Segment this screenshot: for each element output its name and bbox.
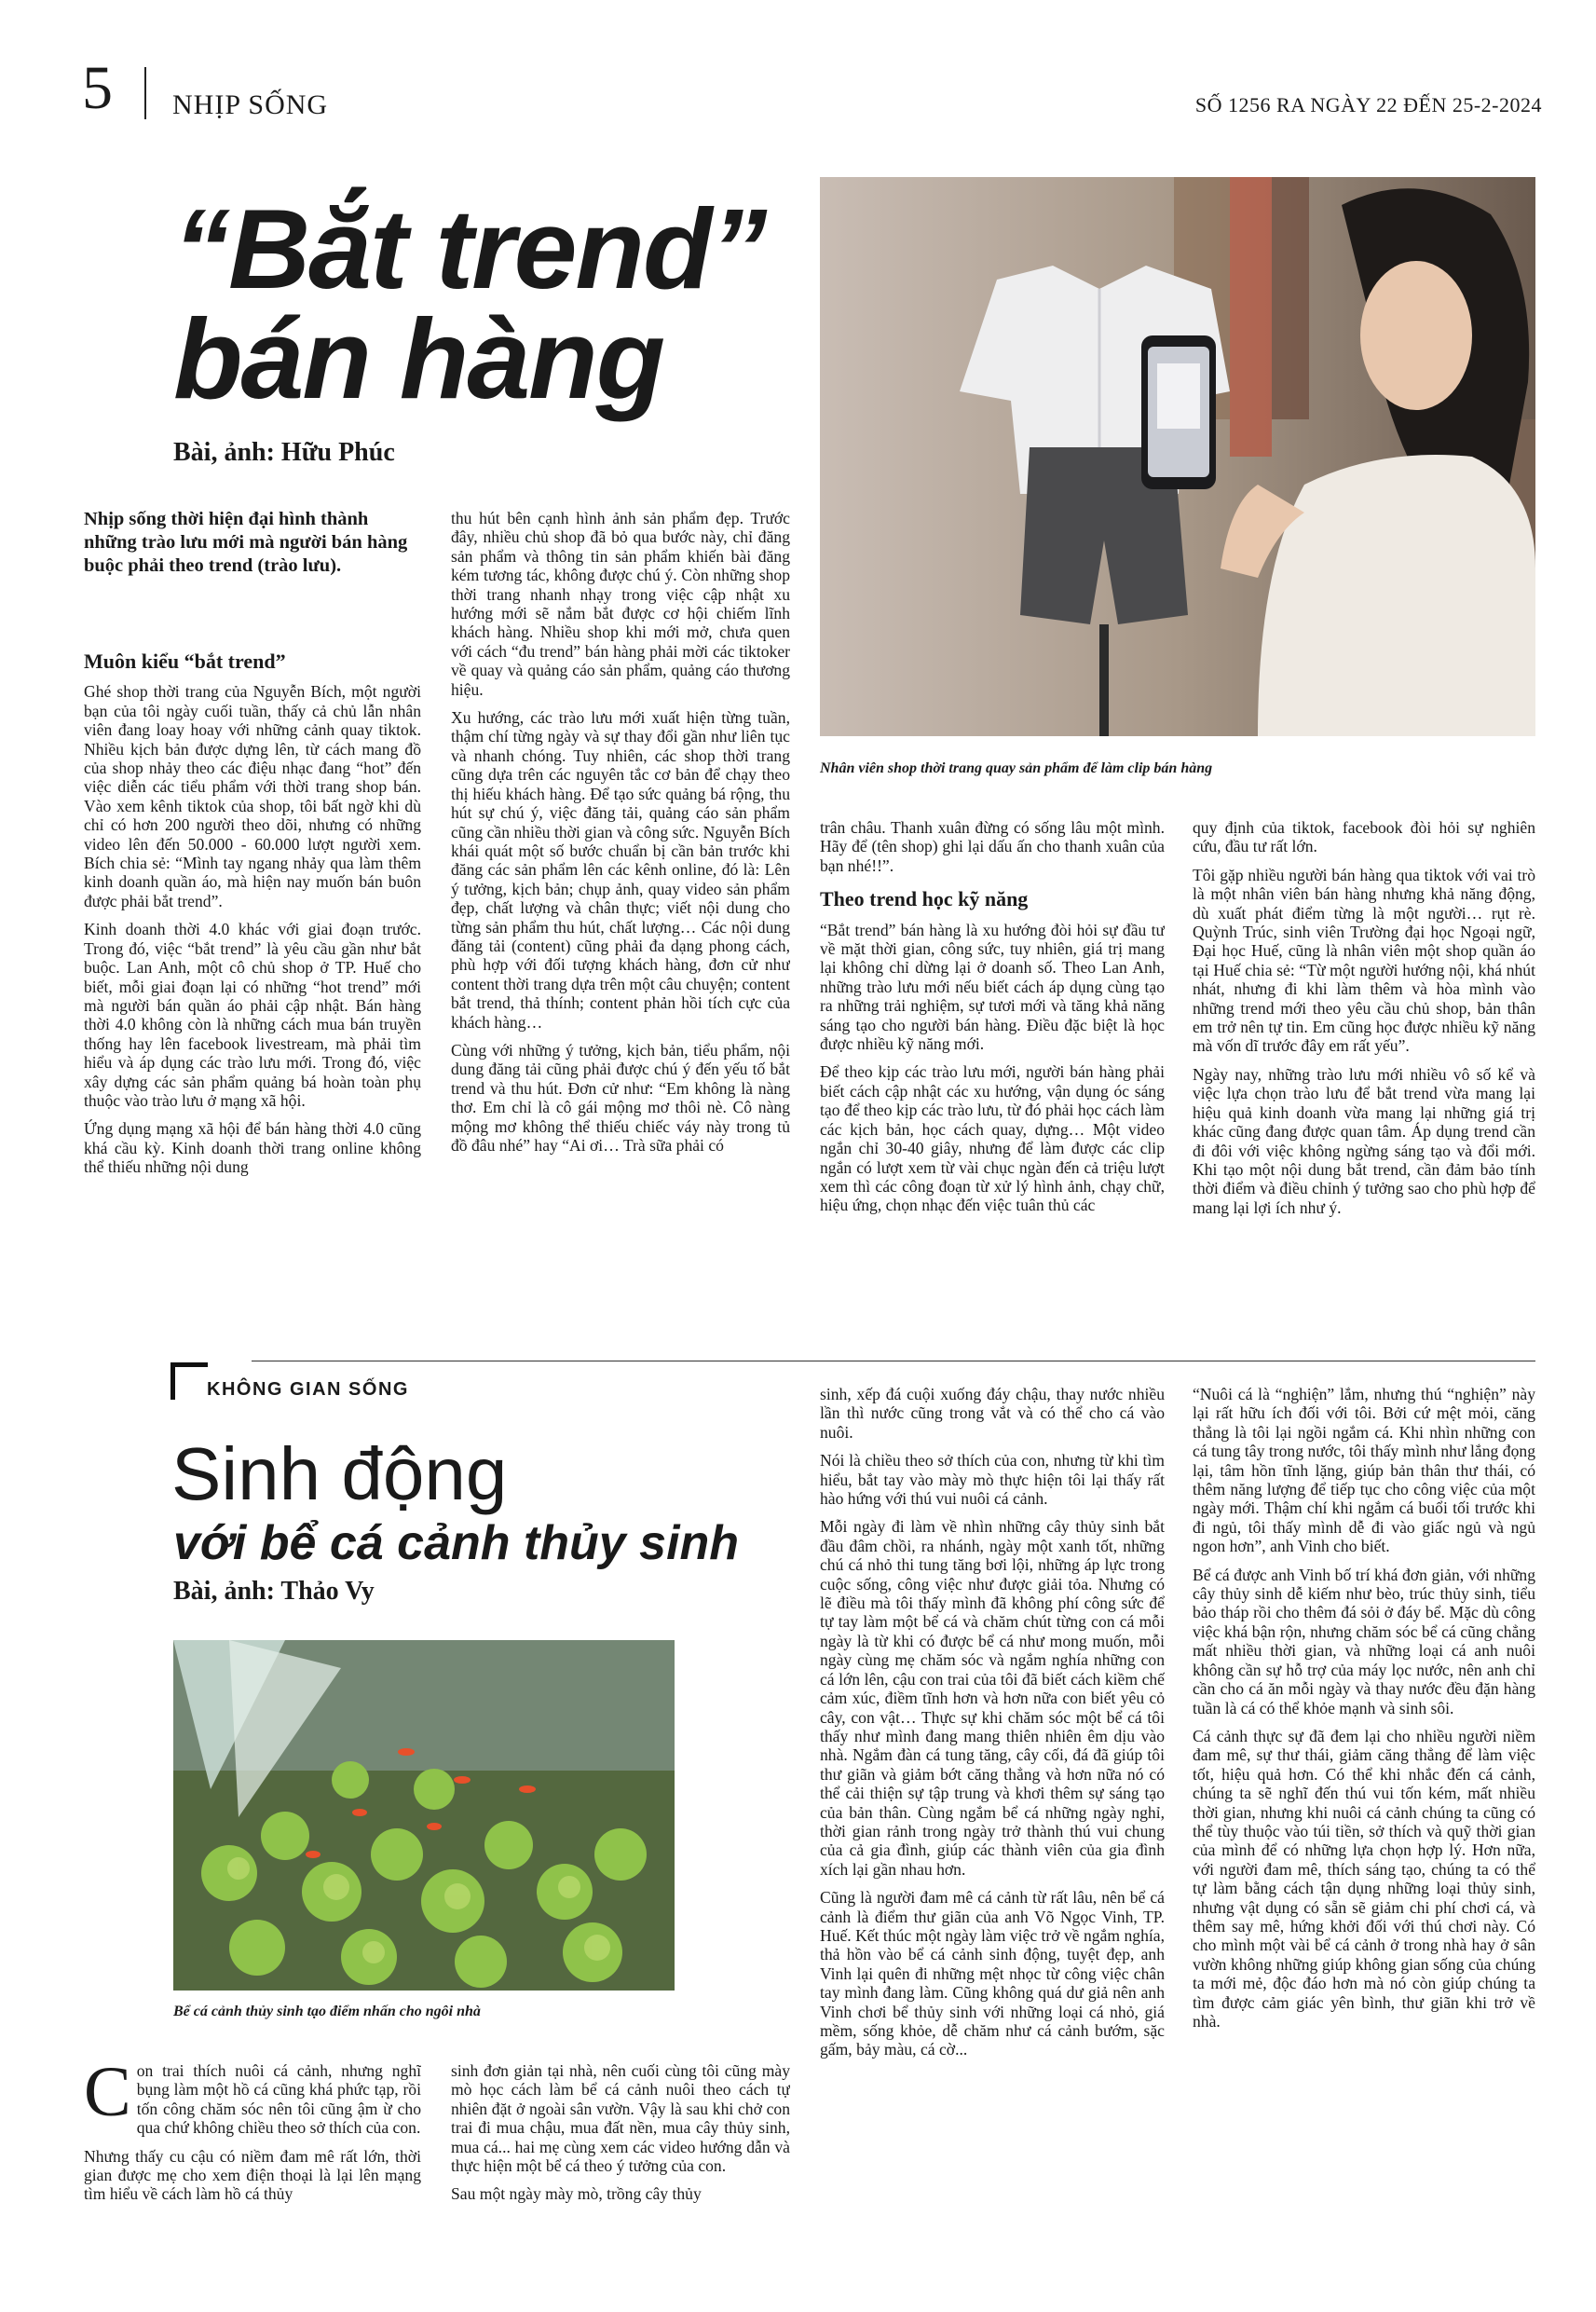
paragraph: Ghé shop thời trang của Nguyễn Bích, một người bạn của tôi ngày cuối tuần, thấy cả chủ lẫn nhân viên đang loay hoay với những cảnh quay tiktok. Nhiều kịch bản được dựng lên, từ cách mang đồ của shop nhảy theo các điệu nhạc đang “hot” đến việc diễn các tiểu phẩm với thời trang shop bán. Vào xem kênh tiktok của shop, tôi bất ngờ khi dù chỉ có hơn 200 người theo dõi, nhưng có những video lên đến 50.000 - 60.000 lượt người xem. Bích chia sẻ: “Mình tay ngang nhảy qua làm thêm kinh doanh quần áo, mà hiện nay muốn bán buôn được phải bắt trend”.	[84, 682, 421, 910]
article2-column4	[1193, 1385, 1535, 2293]
article1-subhead1: Muôn kiểu “bắt trend”	[84, 652, 286, 673]
paragraph: sinh, xếp đá cuội xuống đáy chậu, thay nước nhiều lần thì nước cũng trong vắt và có thể cho cá vào nuôi.	[820, 1385, 1165, 1442]
photo1-caption: Nhân viên shop thời trang quay sản phẩm để làm clip bán hàng	[820, 760, 1213, 776]
paragraph: Sau một ngày mày mò, trồng cây thủy	[451, 2184, 702, 2204]
paragraph: Để theo kịp các trào lưu mới, người bán hàng phải biết cách cập nhật các xu hướng, vận dụng óc sáng tạo để theo kịp các trào lưu, từ đó phải học cách làm các kịch bản, học cách quay, dựng… Một video ngắn chỉ 30-40 giây, nhưng để làm được các clip ngắn có lượt xem từ vài chục ngàn đến cả triệu lượt xem thì các công đoạn từ xử lý hình ảnh, chạy chữ, hiệu ứng, chọn nhạc đến việc tuân thủ các	[820, 1062, 1165, 1215]
paragraph: Nói là chiều theo sở thích của con, nhưng từ khi tìm hiểu, bắt tay vào mày mò thực hiện tôi lại thấy rất hào hứng với thú vui nuôi cá cảnh.	[820, 1451, 1165, 1509]
header-divider	[144, 67, 146, 119]
paragraph: quy định của tiktok, facebook đòi hỏi sự nghiên cứu, đầu tư rất lớn.	[1193, 818, 1535, 856]
paragraph: Kinh doanh thời 4.0 khác với giai đoạn trước. Trong đó, việc “bắt trend” là yêu cầu gần như bắt buộc. Lan Anh, một cô chủ shop ở TP. Huế cho biết, mỗi giai đoạn lại có những “hot trend” mới mà người bán quần áo phải cập nhật. Bán hàng thời 4.0 không còn là những cách mua bán truyền thống hay lên facebook livestream, mà phải tìm hiểu và áp dụng các trào lưu mới. Trong đó, việc xây dựng các sản phẩm quảng bá hoàn toàn phụ thuộc vào trào lưu ở mạng xã hội.	[84, 920, 421, 1110]
aquarium-photo	[173, 1640, 675, 1991]
paragraph: trân châu. Thanh xuân đừng có sống lâu một mình. Hãy để (tên shop) ghi lại dấu ấn cho thanh xuân của bạn nhé!!”.	[820, 818, 1165, 875]
article1-title-line2: bán hàng	[173, 295, 664, 422]
paragraph: “Nuôi cá là “nghiện” lắm, nhưng thú “nghiện” này lại rất hữu ích đối với tôi. Bởi cứ mệt mỏi, căng thẳng là tôi lại ngồi ngắm cá. Khi nhìn những con cá tung tây trong nước, tôi thấy mình như lắng đọng lại, tâm hồn tĩnh lặng, giúp bản thân thư thái, có thêm năng lượng để tiếp tục cho công việc của một ngày mới. Thậm chí khi ngắm cá buổi tối trước khi đi ngủ, tôi thấy mình dễ đi vào giấc ngủ và ngủ ngon hơn”, anh Vinh cho biết.	[1193, 1385, 1535, 1556]
paragraph: “Bắt trend” bán hàng là xu hướng đòi hỏi sự đầu tư về mặt thời gian, công sức, tuy nhiên, giá trị mang lại không chỉ dừng lại ở doanh số. Theo Lan Anh, những trào lưu mới nếu biết cách áp dụng cùng tạo ra những trải nghiệm, sự tươi mới và tăng khả năng sáng tạo cho người bán hàng. Điều đặc biệt là học được nhiều kỹ năng mới.	[820, 920, 1165, 1054]
paragraph: thu hút bên cạnh hình ảnh sản phẩm đẹp. Trước đây, nhiều chủ shop đã bỏ qua bước này, chỉ đăng sản phẩm và thông tin sản phẩm khiến bài đăng kém tương tác, không được chú ý. Còn những shop thời trang nhanh nhạy trong việc cập nhật xu hướng mới sẽ nắm bắt được cơ hội chiếm lĩnh khách hàng. Nhiều shop khi mới mở, chưa quen với cách “đu trend” bán hàng phải mời các tiktoker về quay và quảng cáo sản phẩm, quảng cáo thương hiệu.	[451, 509, 790, 699]
article2-section-label: KHÔNG GIAN SỐNG	[207, 1379, 409, 1400]
article1-subhead2: Theo trend học kỹ năng	[820, 887, 1029, 911]
photo2-caption: Bể cá cảnh thủy sinh tạo điểm nhấn cho ngôi nhà	[173, 2004, 481, 2019]
article2-title-line1: Sinh động	[171, 1432, 508, 1515]
paragraph: Cũng là người đam mê cá cảnh từ rất lâu, nên bể cá cảnh là điểm thư giãn của anh Võ Ngọc Vinh, TP. Huế. Kết thúc một ngày làm việc trở về ngắm nghía, thả hồn vào bể cá cảnh sinh động, tuyệt đẹp, anh Vinh lại quên đi những mệt nhọc từ công việc chân tay mình đang làm. Cũng không quá dư giả nên anh Vinh chơi bể thủy sinh với những loại cá nhỏ, giá mềm, sống khỏe, dễ chăm như cá cảnh bướm, sặc gấm, bảy màu, cá cờ...	[820, 1888, 1165, 2059]
paragraph: Bể cá được anh Vinh bố trí khá đơn giản, với những cây thủy sinh dễ kiếm như bèo, trúc thủy sinh, tiểu bảo tháp rồi cho thêm đá sỏi ở đáy bể. Mặc dù công việc khá bận rộn, nhưng chăm sóc bể cá cũng chẳng mất nhiều thời gian, và những loại cá anh nuôi không cần sự hỗ trợ của máy lọc nước, nên anh chỉ cần cho cá ăn mỗi ngày và thay nước đều đặn hàng tuần là cá có thể khỏe mạnh và sinh sôi.	[1193, 1565, 1535, 1717]
paragraph: Tôi gặp nhiều người bán hàng qua tiktok với vai trò là một nhân viên bán hàng nhưng khả năng động, dù xuất phát điểm từng là một người… rụt rè. Quỳnh Trúc, sinh viên Trường đại học Ngoại ngữ, Đại học Huế, cũng là nhân viên một shop quần áo tại Huế chia sẻ: “Từ một người hướng nội, khá nhút nhát, nhưng đi khi làm thêm và hòa mình vào những trend mới theo yêu cầu chủ shop, bản thân em trở nên tự tin. Em cũng học được nhiều kỹ năng mà vốn dĩ trước đây em rất yếu”.	[1193, 865, 1535, 1056]
article2-column1	[84, 2061, 421, 2294]
article1-column2	[451, 509, 790, 1348]
section-title: NHỊP SỐNG	[172, 89, 329, 120]
article2-column3	[820, 1385, 1165, 2293]
article1-column1	[84, 652, 421, 1342]
paragraph: sinh đơn giản tại nhà, nên cuối cùng tôi cũng mày mò học cách làm bể cá cảnh nuôi theo cách tự nhiên đặt ở ngoài sân vườn. Vậy là sau khi chở con trai đi mua chậu, mua đất nền, mua cây thủy sinh, mua cá... hai mẹ cùng xem các video hướng dẫn và thực hiện một bể cá theo ý tưởng của con.	[451, 2061, 790, 2176]
shop-staff-filming-photo	[820, 177, 1535, 736]
aquarium-illustration	[173, 1640, 675, 1991]
paragraph: Ngày nay, những trào lưu mới nhiều vô số kể và việc lựa chọn trào lưu để bắt trend vừa mang lại hiệu quả kinh doanh vừa mang lại những giá trị khác cũng đang được quan tâm. Áp dụng trend cần đi đôi với việc không ngừng sáng tạo và đổi mới. Khi tạo một nội dung bắt trend, cần đảm bảo tính thời điểm và điều chỉnh ý tưởng sao cho phù hợp để mang lại lợi ích như ý.	[1193, 1064, 1535, 1217]
issue-info: SỐ 1256 RA NGÀY 22 ĐẾN 25-2-2024	[1194, 93, 1542, 116]
drop-cap: C	[84, 2061, 131, 2131]
paragraph: Nhưng thấy cu cậu có niềm đam mê rất lớn, thời gian được mẹ cho xem điện thoại là lại lên mạng tìm hiểu về cách làm hồ cá thủy	[84, 2146, 421, 2204]
paragraph: on trai thích nuôi cá cảnh, nhưng nghĩ bụng làm một hồ cá cũng khá phức tạp, rồi tốn công chăm sóc nên tôi cũng ậm ừ cho qua chứ không chiều theo sở thích của con.	[136, 2061, 421, 2138]
page-number: 5	[82, 54, 113, 122]
article1-column3	[820, 818, 1165, 1342]
paragraph: Ứng dụng mạng xã hội để bán hàng thời 4.0 cũng khá cầu kỳ. Kinh doanh thời trang online không thể thiếu những nội dung	[84, 1119, 421, 1177]
shop-photo-illustration	[820, 177, 1535, 736]
article1-title	[173, 185, 766, 422]
article2-title-line2: với bể cá cảnh thủy sinh	[173, 1516, 740, 1570]
article1-title-line1: “Bắt trend”	[173, 185, 766, 312]
article1-column4	[1193, 818, 1535, 1342]
section-corner-mark	[171, 1362, 208, 1400]
article2-column2	[451, 2061, 790, 2294]
paragraph: Xu hướng, các trào lưu mới xuất hiện từng tuần, thậm chí từng ngày và sự thay đổi gần như liên tục và nhanh chóng. Tuy nhiên, các shop thời trang cũng dựa trên các nguyên tắc cơ bản để chạy theo thị hiếu khách hàng. Để tạo sức quảng bá rộng, thu hút sự chú ý, việc đăng tải, quảng cáo sản phẩm cũng cần nhiều thời gian và công sức. Nguyễn Bích khái quát một số bước chuẩn bị cần bản trước khi đăng các sản phẩm lên các kênh online, đó là: Lên ý tưởng, kịch bản; chụp ảnh, quay video sản phẩm đẹp, chất lượng và chân thực; viết nội dung cho từng sản phẩm thu hút, chất lượng… Các nội dung đăng tải (content) cũng phải đa dạng phong cách, phù hợp với đối tượng khách hàng, đơn cử như content thời trang dựa trên một câu chuyện; content bắt trend, thả thính; content phản hồi tích cực của khách hàng…	[451, 708, 790, 1032]
article2-byline: Bài, ảnh: Thảo Vy	[173, 1577, 375, 1606]
article1-lead: Nhịp sống thời hiện đại hình thành những trào lưu mới mà người bán hàng buộc phải theo trend (trào lưu).	[84, 509, 408, 576]
article1-byline: Bài, ảnh: Hữu Phúc	[173, 438, 395, 467]
paragraph: Mỗi ngày đi làm về nhìn những cây thủy sinh bắt đầu đâm chồi, ra nhánh, ngày một xanh tốt, những chú cá nhỏ thi tung tăng bơi lội, những áp lực trong cuộc sống, công việc như được giải tỏa. Nhưng có lẽ điều mà tôi thấy mình đã không phí công sức để tự tay làm một bể cá và chăm chút từng con cá mỗi ngày là từ khi có được bể cá như mong muốn, mỗi ngày cùng mẹ chăm sóc và ngắm nghía những con cá lớn lên, cậu con trai của tôi đã biết cách kiềm chế cảm xúc, điềm tĩnh hơn và hơn nữa con biết yêu cỏ cây, con vật… Thực sự khi chăm sóc một bể cá tôi thấy như mình đang mang thiên nhiên êm dịu vào nhà. Ngắm đàn cá tung tăng, cây cối, đá đã giúp tôi thư giãn và giảm bớt căng thẳng và hơn nữa nó có thể cải thiện sự tập trung và khơi thêm sự sáng tạo của bản thân. Cùng ngắm bể cá những ngày nghỉ, thời gian rảnh trong ngày trở thành thú vui chung của cả gia đình, giúp các thành viên của gia đình xích lại gần nhau hơn.	[820, 1517, 1165, 1879]
paragraph: Cùng với những ý tưởng, kịch bản, tiểu phẩm, nội dung đăng tải cũng phải được chú ý đến yếu tố bắt trend và thu hút. Đơn cử như: “Em không là nàng thơ. Em chỉ là cô gái mộng mơ thôi nè. Cô nàng mộng mơ không thể thiếu chiếc váy này trong tủ đồ đâu nhé” hay “Ai ơi… Trà sữa phải có	[451, 1040, 790, 1155]
paragraph: Cá cảnh thực sự đã đem lại cho nhiều người niềm đam mê, sự thư thái, giảm căng thẳng để làm việc tốt, hiệu quả hơn. Có thể khi nhắc đến cá cảnh, chúng ta sẽ nghĩ đến thú vui tốn kém, mất nhiều thời gian, nhưng khi nuôi cá cảnh chúng ta cũng có thể tùy thuộc vào túi tiền, sở thích và quỹ thời gian của mình để có những lựa chọn hợp lý. Hơn nữa, với người đam mê, thích sáng tạo, chúng ta có thể tự làm bằng cách tận dụng những loại thủy sinh, nhưng vật dụng có sẵn sẽ giảm chi phí chơi cá, và thêm say mê, hứng khởi đối với thú chơi này. Có cho mình một vài bể cá cảnh ở trong nhà hay ở sân vườn không những giúp không gian sống của chúng ta mới mẻ, độc đáo hơn mà nó còn giúp chúng ta tìm được cảm giác yên bình, thư giãn khi trở về nhà.	[1193, 1726, 1535, 2031]
